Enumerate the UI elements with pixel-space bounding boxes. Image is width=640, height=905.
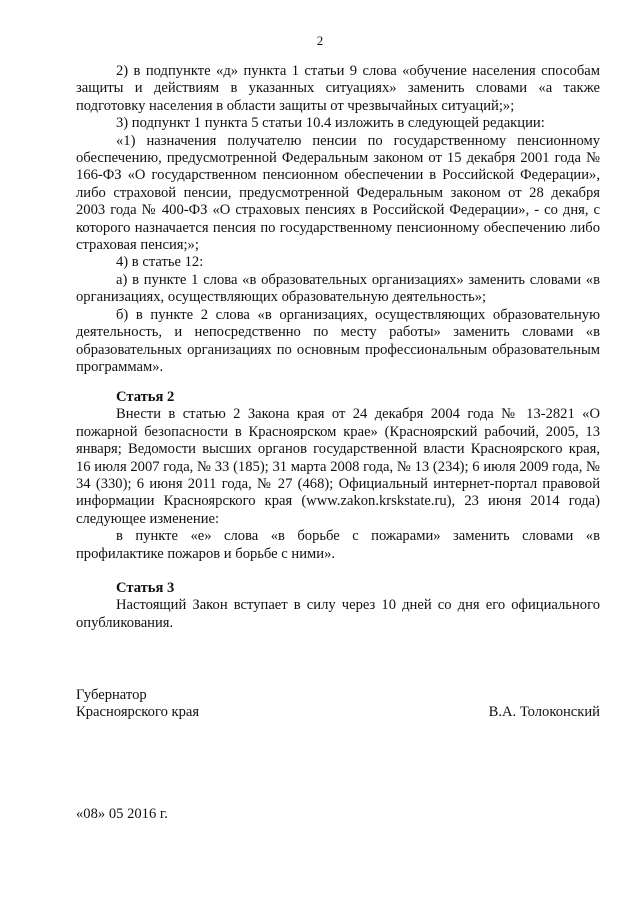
signer-name: В.А. Толоконский: [488, 704, 600, 721]
paragraph-3: 3) подпункт 1 пункта 5 статьи 10.4 изложить в следующей редакции:: [116, 115, 545, 132]
paragraph-4b: б) в пункте 2 слова «в организациях, осуществляющих образовательную деятельность, и непосредственно по месту работы» заменить словами «в образовательных организациях по основным профессиональным образовательным программам».: [76, 306, 600, 375]
article-2-paragraph: Внести в статью 2 Закона края от 24 декабря 2004 года № 13-2821 «О пожарной безопасности в Красноярском крае» (Красноярский рабочий, 2005, 13 января; Ведомости высших органов государственной власти Красноярского края, 16 июля 2007 года, № 33 (185); 31 марта 2008 года, № 13 (234); 6 июля 2009 года, № 34 (330); 6 июня 2011 года, № 27 (468); Официальный интернет-портал правовой информации Красноярского края (www.zakon.krskstate.ru), 23 июня 2014 года) следующее изменение:: [76, 406, 600, 527]
signer-title-line2: Красноярского края: [76, 704, 200, 721]
article-3-heading: Статья 3: [116, 580, 175, 596]
paragraph-2: 2) в подпункте «д» пункта 1 статьи 9 слова «обучение населения способам защиты и действиям в указанных ситуациях» заменить словами «а также подготовку населения в области защиты от чрезвычайных ситуаций;»;: [76, 63, 600, 114]
article-3-paragraph: Настоящий Закон вступает в силу через 10 дней со дня его официального опубликования.: [76, 597, 600, 631]
amendments-section: [76, 63, 600, 376]
paragraph-3-quote: «1) назначения получателю пенсии по государственному пенсионному обеспечению, предусмотренной Федеральным законом от 15 декабря 2001 года № 166-ФЗ «О государственном пенсионном обеспечении в Российской Федерации», либо страховой пенсии, предусмотренной Федеральным законом от 28 декабря 2003 года № 400-ФЗ «О страховых пенсиях в Российской Федерации», - со дня, с которого назначается пенсия по государственному пенсионному обеспечению либо страховая пенсия;»;: [76, 132, 600, 254]
article-2-change: в пункте «е» слова «в борьбе с пожарами» заменить словами «в профилактике пожаров и борьбе с ними».: [76, 528, 600, 562]
paragraph-4a: а) в пункте 1 слова «в образовательных организациях» заменить словами «в организациях, осуществляющих образовательную деятельность»;: [76, 271, 600, 306]
paragraph-4: 4) в статье 12:: [116, 254, 204, 271]
page-number: 2: [316, 33, 324, 48]
signature-block: [76, 687, 600, 722]
article-2-section: [76, 389, 600, 563]
article-2-heading: Статья 2: [116, 389, 175, 405]
article-3-section: [76, 580, 600, 632]
document-date: «08» 05 2016 г.: [76, 806, 168, 822]
signer-title-line1: Губернатор: [76, 687, 147, 703]
